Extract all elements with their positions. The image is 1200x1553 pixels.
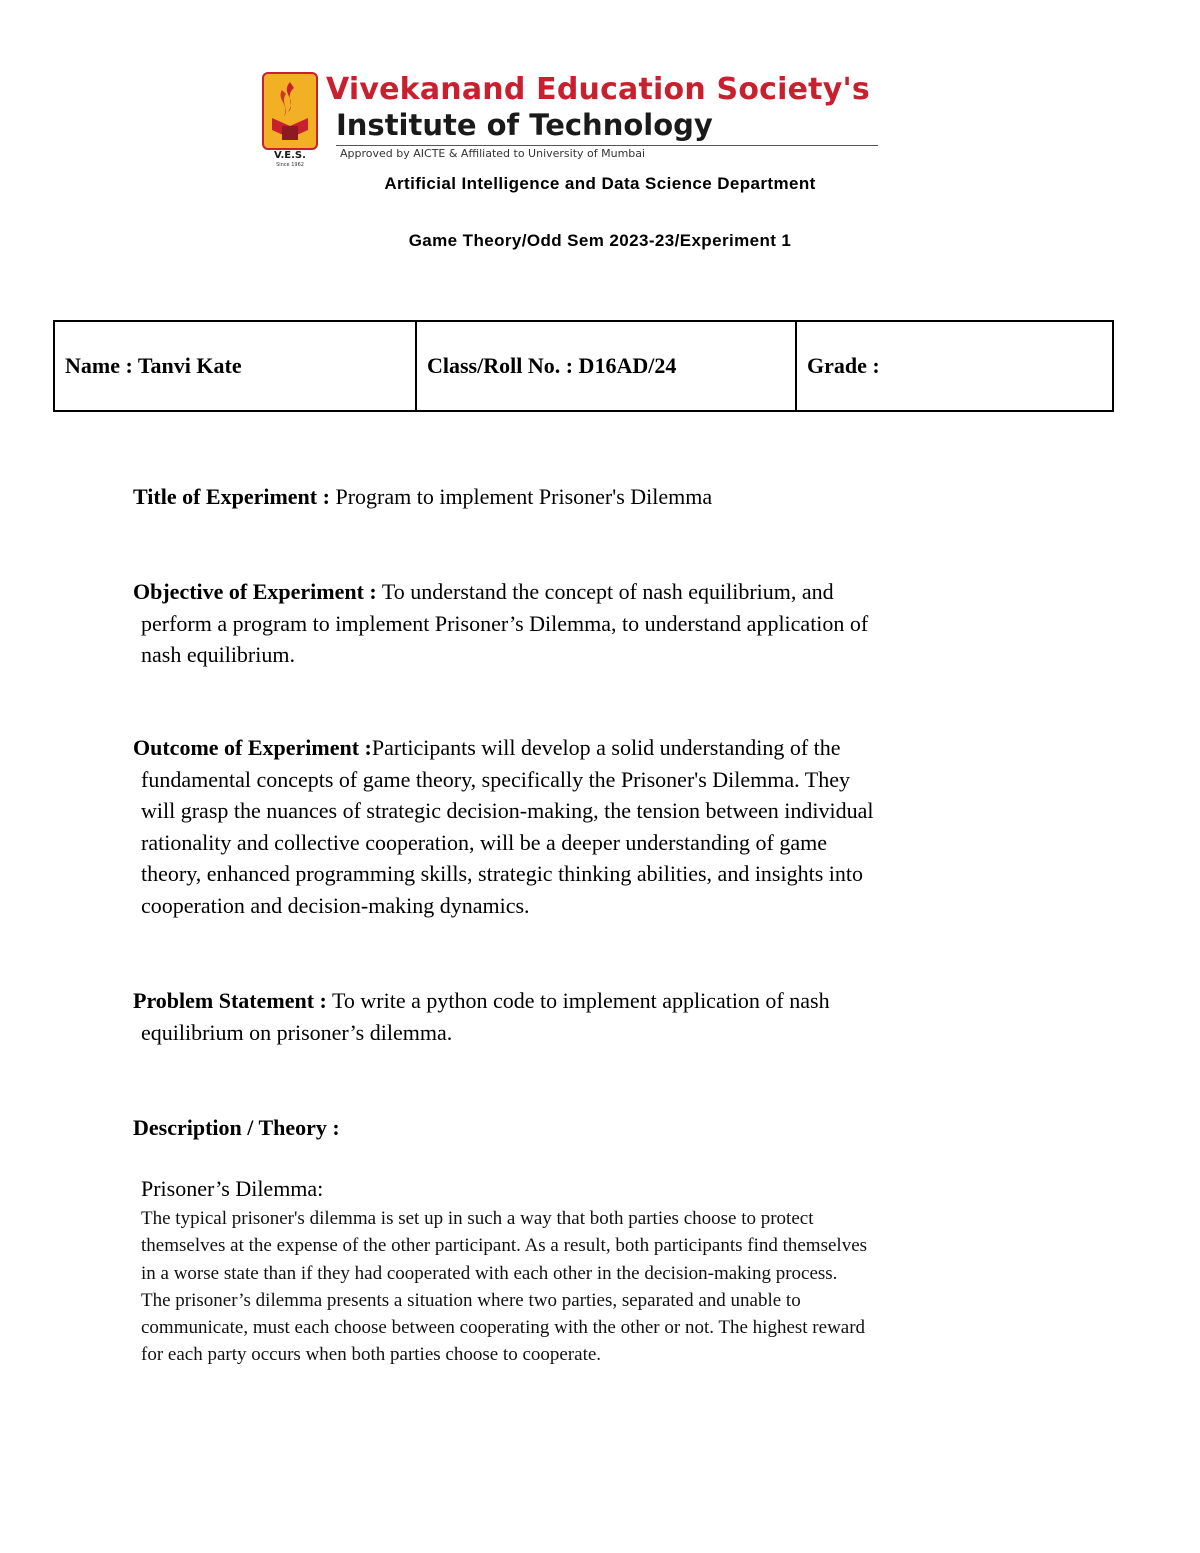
theory-body: [141, 1205, 1071, 1369]
class-roll-cell: Class/Roll No. : D16AD/24: [416, 321, 796, 411]
theory-line: communicate, must each choose between cooperating with the other or not. The highest reward: [141, 1317, 866, 1339]
outcome-section: [133, 732, 1073, 921]
problem-line: equilibrium on prisoner’s dilemma.: [141, 1019, 453, 1045]
title-label: Title of Experiment :: [133, 484, 330, 509]
objective-line: To understand the concept of nash equilibrium, and: [376, 579, 834, 604]
outcome-label: Outcome of Experiment :: [133, 735, 372, 760]
theory-line: in a worse state than if they had cooperated with each other in the decision-making process.: [141, 1262, 838, 1284]
logo-since: Since 1962: [276, 162, 304, 168]
name-cell: Name : Tanvi Kate: [54, 321, 416, 411]
outcome-line: will grasp the nuances of strategic decision-making, the tension between individual: [141, 798, 874, 823]
theory-line: The prisoner’s dilemma presents a situation where two parties, separated and unable to: [141, 1289, 801, 1311]
subject-line: Game Theory/Odd Sem 2023-23/Experiment 1: [408, 231, 792, 250]
outcome-line: fundamental concepts of game theory, specifically the Prisoner's Dilemma. They: [141, 766, 850, 792]
ves-logo: [262, 72, 318, 168]
objective-line: nash equilibrium.: [141, 642, 295, 667]
outcome-line: cooperation and decision-making dynamics.: [141, 892, 530, 918]
outcome-line: rationality and collective cooperation, will be a deeper understanding of game: [141, 829, 828, 855]
grade-cell: Grade :: [796, 321, 1113, 411]
problem-section: [133, 985, 1073, 1048]
theory-heading: Prisoner’s Dilemma:: [141, 1176, 324, 1201]
objective-line: perform a program to implement Prisoner’s Dilemma, to understand application of: [141, 610, 869, 636]
institution-subtitle: Institute of Technology: [336, 108, 713, 142]
theory-line: for each party occurs when both parties choose to cooperate.: [141, 1344, 602, 1366]
problem-line: To write a python code to implement application of nash: [326, 988, 830, 1013]
institution-name: Vivekanand Education Society's: [326, 72, 870, 107]
theory-line: The typical prisoner's dilemma is set up in such a way that both parties choose to protect: [141, 1208, 814, 1229]
outcome-line: theory, enhanced programming skills, strategic thinking abilities, and insights into: [141, 861, 864, 886]
theory-line: themselves at the expense of the other participant. As a result, both participants find themselves: [141, 1235, 868, 1257]
header-divider: [336, 145, 878, 146]
table-row: [54, 321, 1113, 411]
problem-label: Problem Statement :: [133, 988, 327, 1013]
objective-label: Objective of Experiment :: [133, 579, 377, 604]
institution-header: [262, 72, 952, 172]
approval-note: Approved by AICTE & Affiliated to University of Mumbai: [340, 147, 646, 160]
title-section: [133, 481, 1073, 513]
department-heading: Artificial Intelligence and Data Science Department: [384, 174, 816, 193]
description-label: Description / Theory :: [133, 1115, 340, 1140]
logo-text: V.E.S.: [274, 150, 306, 161]
title-text: Program to implement Prisoner's Dilemma: [329, 484, 713, 509]
description-section: [133, 1112, 1073, 1144]
objective-section: [133, 576, 1073, 671]
outcome-line: Participants will develop a solid understanding of the: [371, 735, 841, 760]
student-info-table: [53, 320, 1114, 412]
